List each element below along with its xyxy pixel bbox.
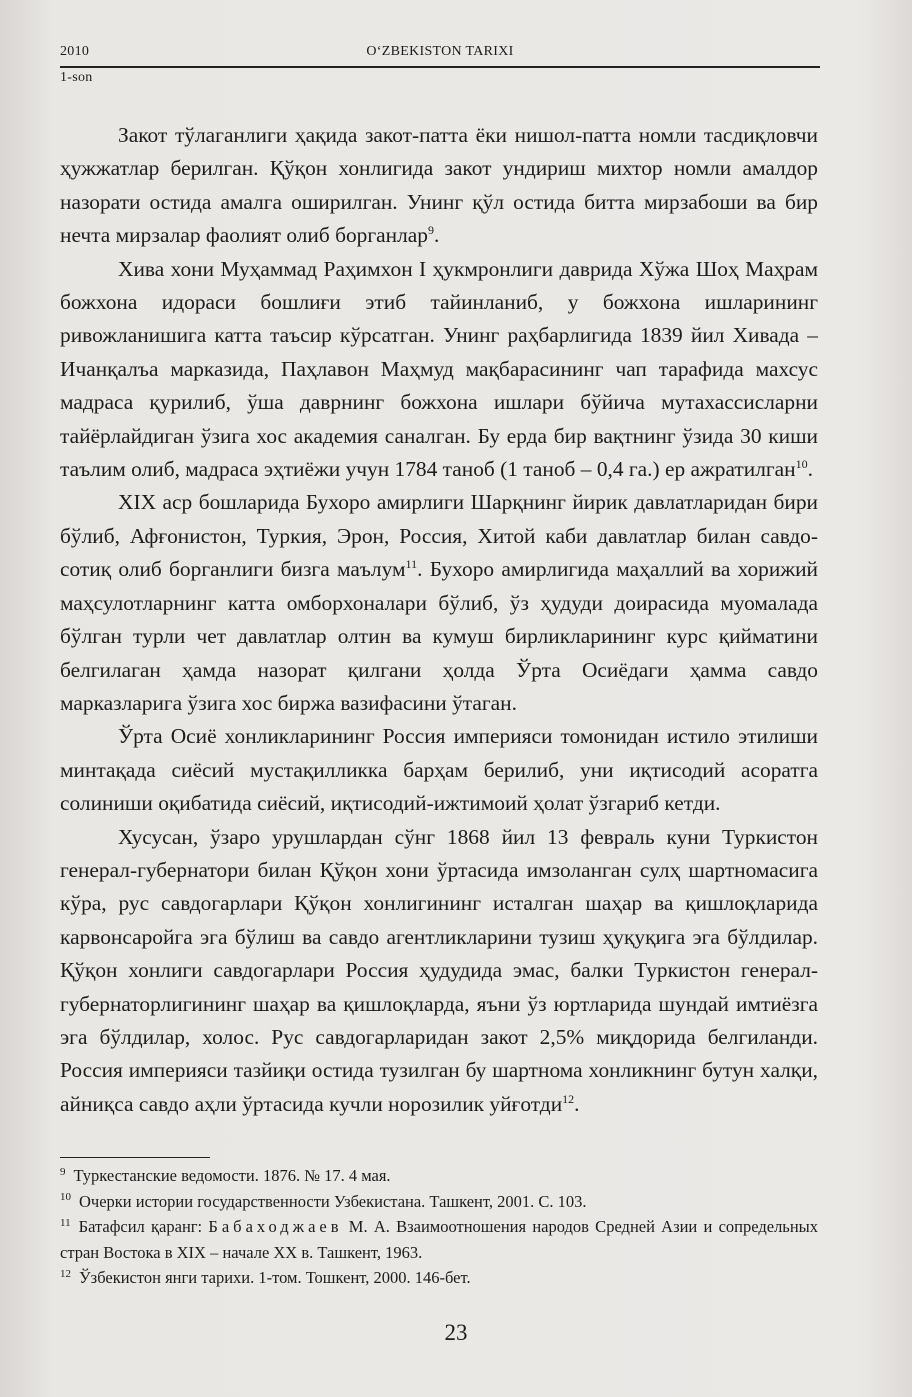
header-year: 2010	[60, 44, 90, 59]
article-body	[60, 119, 818, 1121]
paragraph: Закот тўлаганлиги ҳақида закот-патта ёки нишол-патта номли тасдиқловчи ҳужжатлар берилган. Қўқон хонлигида закот ундириш михтор номли амалдор назорати остида амалга оширилган. Унинг қўл остида битта мирзабоши ва бир нечта мирзалар фаолият олиб борганлар$^9$.	[60, 123, 818, 248]
header-issue: 1-son	[60, 70, 93, 85]
footnote-ref: 10	[795, 456, 808, 471]
journal-title: O‘ZBEKISTON TARIXI	[366, 44, 514, 59]
page-number: 23	[444, 1320, 468, 1345]
footnote-separator	[60, 1157, 210, 1158]
header-rule	[60, 66, 820, 68]
footnote-author: Бабаходжаев	[208, 1217, 343, 1236]
footnote-ref: 9	[427, 223, 434, 238]
footnote: $^{10}$ Очерки истории государственности Узбекистана. Ташкент, 2001. С. 103.	[60, 1191, 587, 1211]
paragraph: Хива хони Муҳаммад Раҳимхон I ҳукмронлиги даврида Хўжа Шоҳ Маҳрам божхона идораси бошлиғи этиб тайинланиб, у божхона ишларининг ривожланишига катта таъсир кўрсатган. Унинг раҳбарлигида 1839 йил Хивада – Ичанқалъа марказида, Паҳлавон Маҳмуд мақбарасининг чап тарафида махсус мадраса қурилиб, ўша даврнинг божхона ишлари бўйича мутахассисларни тайёрлайдиган ўзига хос академия саналган. Бу ерда бир вақтнинг ўзида 30 киши таълим олиб, мадраса эҳтиёжи учун 1784 таноб (1 таноб – 0,4 га.) ер ажратилган$^{10}$.	[60, 256, 818, 482]
paragraph: Хусусан, ўзаро урушлардан сўнг 1868 йил 13 февраль куни Туркистон генерал-губернатори билан Қўқон хони ўртасида имзоланган сулҳ шартномасига кўра, рус савдогарлари Қўқон хонлигининг исталган шаҳар ва қишлоқларида карвонсаройга эга бўлиш ва савдо агентликларини тузиш ҳуқуқига эга бўлдилар. Қўқон хонлиги савдогарлари Россия ҳудудида эмас, балки Туркистон генерал-губернаторлигининг шаҳар ва қишлоқларда, яъни ўз юртларида шундай имтиёзга эга бўлдилар, холос. Рус савдогарларидан закот 2,5% миқдорида белгиланди. Россия империяси тазйиқи остида тузилган бу шартнома хонликнинг бутун халқи, айниқса савдо аҳли ўртасида кучли норозилик уйғотди$^{12}$.	[60, 824, 818, 1116]
footnotes	[60, 1163, 818, 1291]
paragraph: Ўрта Осиё хонликларининг Россия империяси томонидан истило этилиши минтақада сиёсий мустақилликка барҳам берилиб, уни иқтисодий асоратга солиниши оқибатида сиёсий, иқтисодий-ижтимоий ҳолат ўзгариб кетди.	[60, 724, 818, 816]
footnote-ref: 11	[405, 557, 418, 572]
paragraph: XIX аср бошларида Бухоро амирлиги Шарқнинг йирик давлатларидан бири бўлиб, Афғонистон, Туркия, Эрон, Россия, Хитой каби давлатлар билан савдо-сотиқ олиб борганлиги бизга маълум$^{11}$. Бухоро амирлигида маҳаллий ва хорижий маҳсулотларнинг катта омборхоналари бўлиб, ўз ҳудуди доирасида муомалада бўлган турли чет давлатлар олтин ва кумуш бирликларининг курс қийматини белгилаган ҳамда назорат қилгани ҳолда Ўрта Осиёдаги ҳамма савдо марказларига ўзига хос биржа вазифасини ўтаган.	[60, 490, 818, 715]
footnote: $^9$ Туркестанские ведомости. 1876. № 17. 4 мая.	[60, 1165, 391, 1185]
footnote-ref: 12	[562, 1091, 575, 1106]
footnote: $^{12}$ Ўзбекистон янги тарихи. 1-том. Тошкент, 2000. 146-бет.	[60, 1267, 471, 1287]
footnote: $^{11}$ Батафсил қаранг: Бабаходжаев М. А. Взаимоотношения народов Средней Азии и сопредельных стран Востока в XIX – начале XX в. Ташкент, 1963.	[60, 1216, 818, 1262]
